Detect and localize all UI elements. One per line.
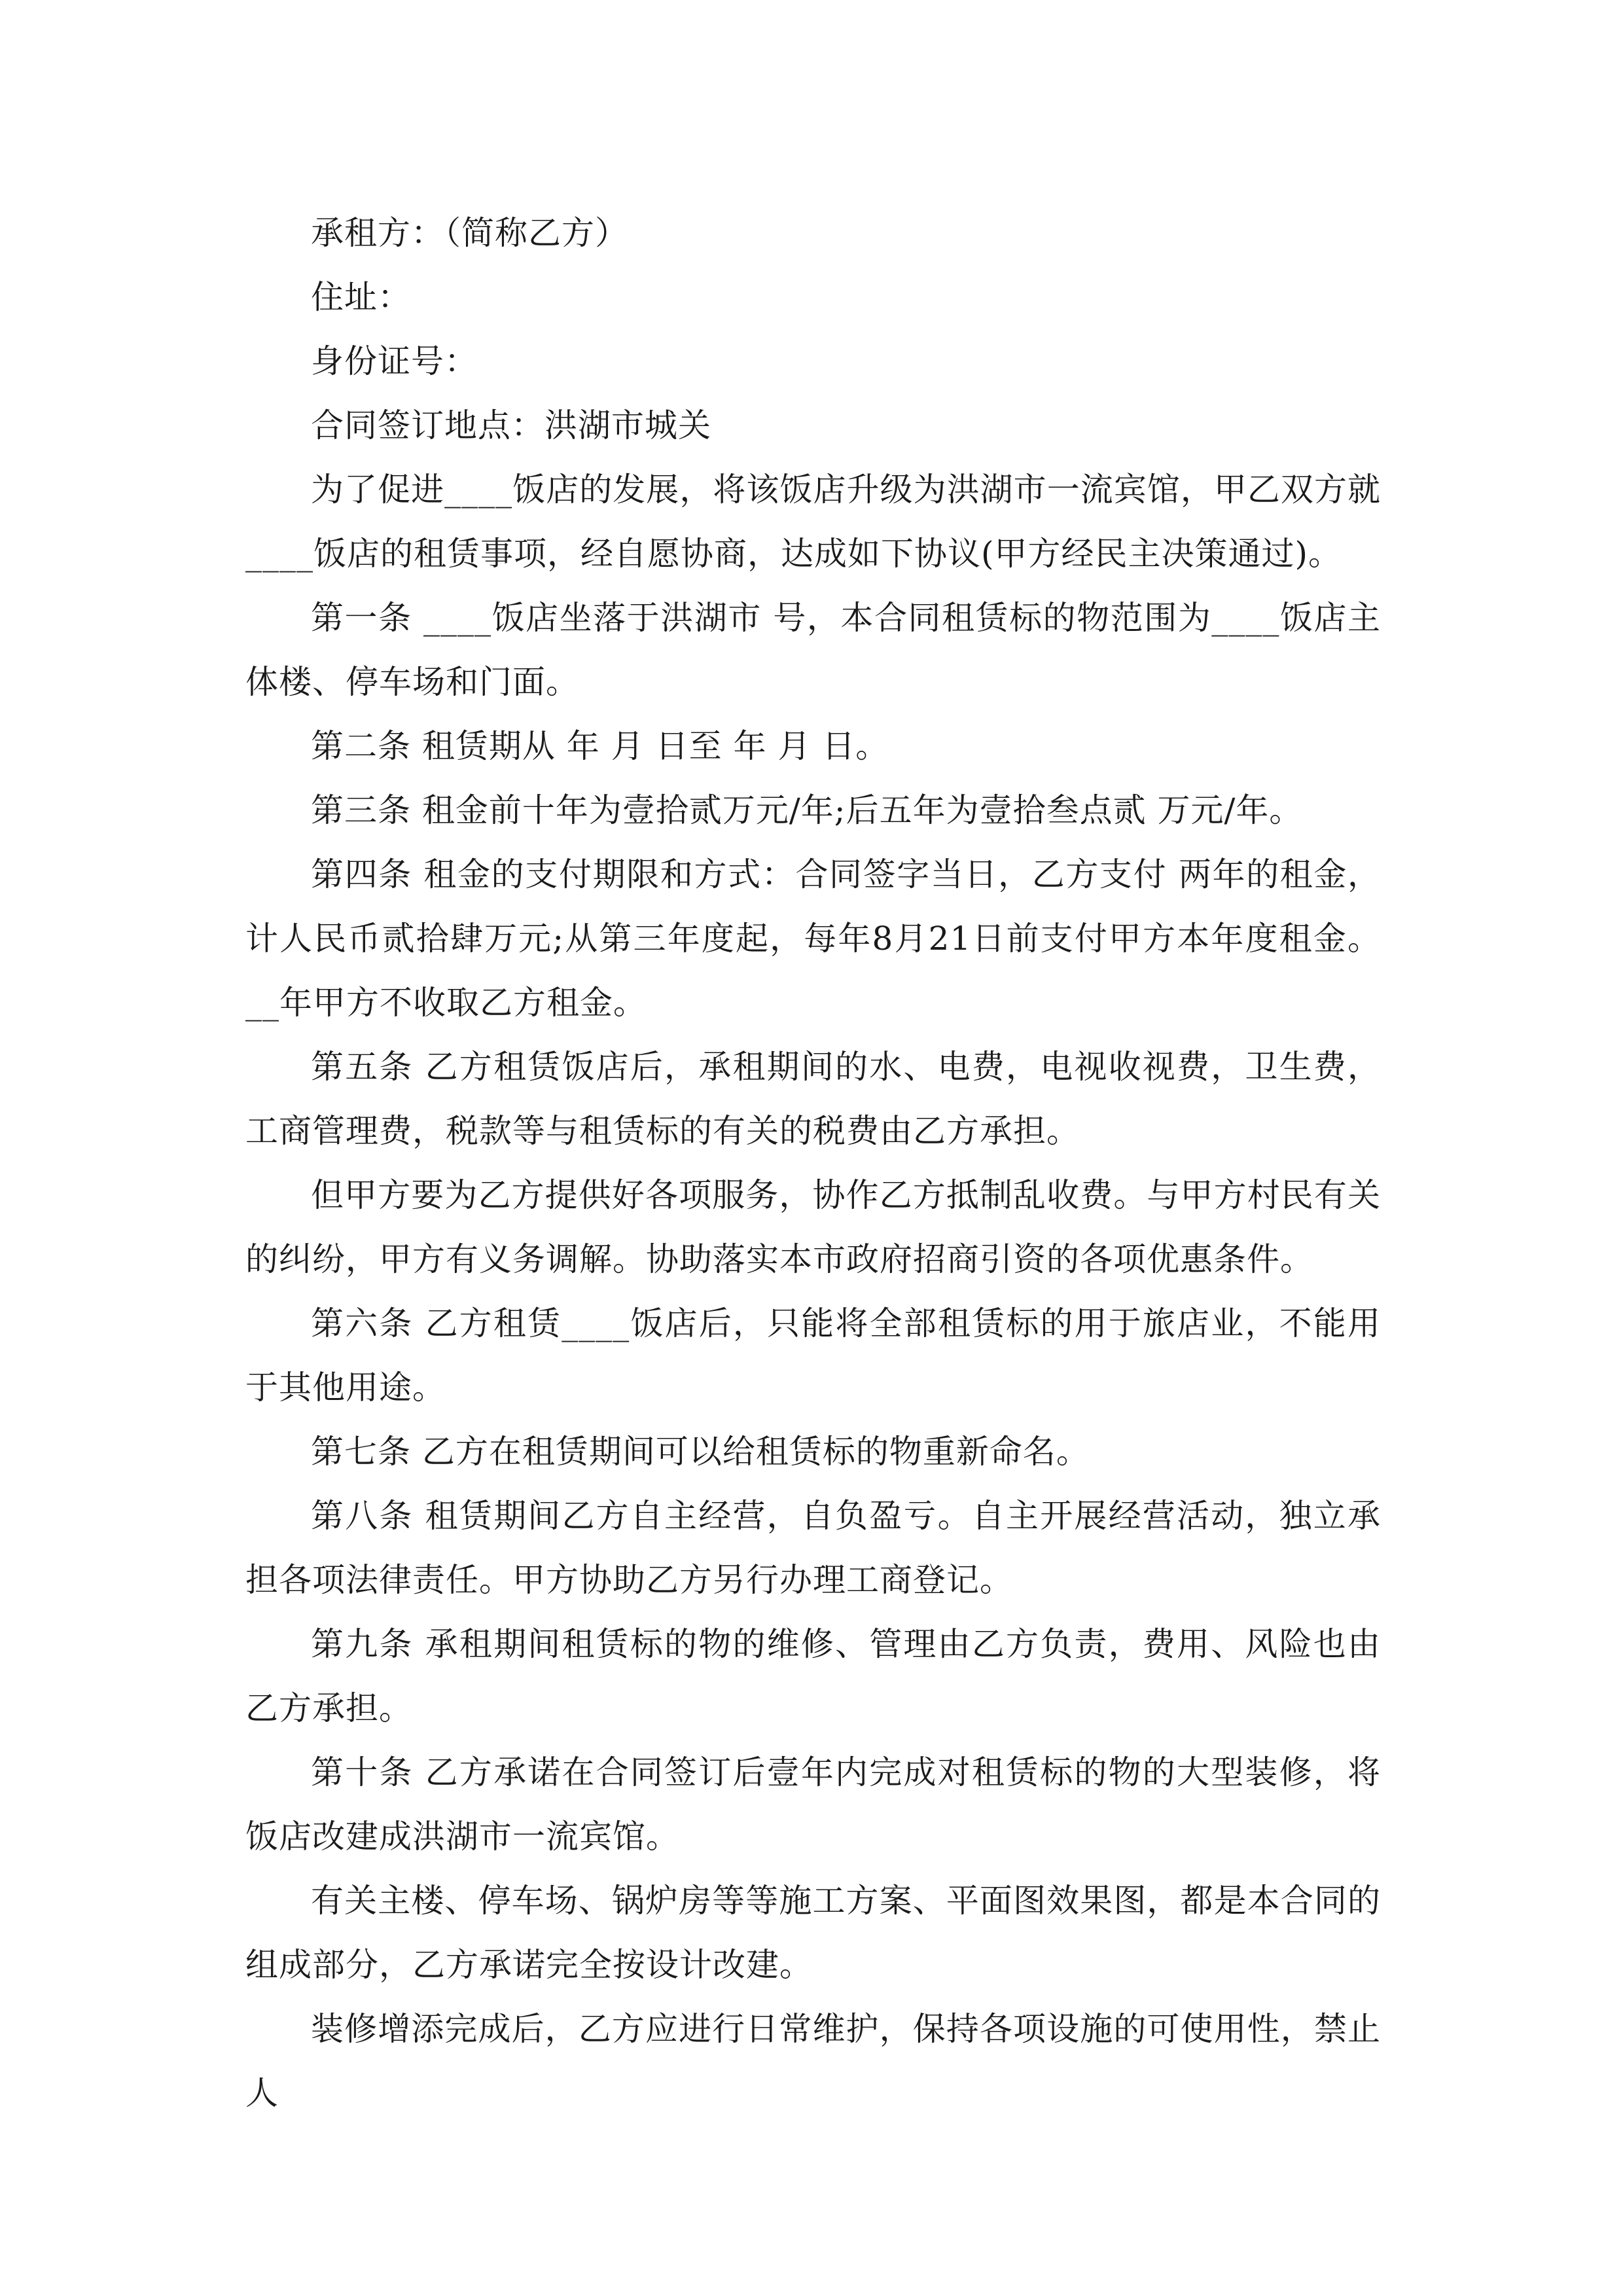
article-9: 第九条 承租期间租赁标的物的维修、管理由乙方负责，费用、风险也由乙方承担。: [245, 1625, 1381, 1727]
article-3: 第三条 租金前十年为壹拾贰万元/年;后五年为壹拾叁点贰 万元/年。: [311, 791, 1303, 829]
article-1: 第一条 ____饭店坐落于洪湖市 号，本合同租赁标的物范围为____饭店主体楼、停车场和门面。: [245, 599, 1381, 701]
article-10-plans: 有关主楼、停车场、锅炉房等等施工方案、平面图效果图，都是本合同的组成部分，乙方承诺完全按设计改建。: [245, 1882, 1381, 1984]
article-10: 第十条 乙方承诺在合同签订后壹年内完成对租赁标的物的大型装修，将饭店改建成洪湖市一流宾馆。: [245, 1753, 1381, 1856]
article-5: 第五条 乙方租赁饭店后，承租期间的水、电费，电视收视费，卫生费，工商管理费，税款等与租赁标的有关的税费由乙方承担。: [245, 1048, 1381, 1150]
lessee-line: 承租方：（简称乙方）: [311, 214, 628, 252]
article-4: 第四条 租金的支付期限和方式：合同签字当日，乙方支付 两年的租金，计人民币贰拾肆万元;从第三年度起，每年8月21日前支付甲方本年度租金。__年甲方不收取乙方租金。: [245, 855, 1381, 1022]
contract-body: [245, 201, 1381, 2125]
article-10-maintenance: 装修增添完成后，乙方应进行日常维护，保持各项设施的可使用性，禁止人: [245, 2010, 1381, 2112]
id-number-line: 身份证号：: [311, 342, 478, 380]
article-8: 第八条 租赁期间乙方自主经营，自负盈亏。自主开展经营活动，独立承担各项法律责任。甲方协助乙方另行办理工商登记。: [245, 1497, 1381, 1599]
article-6: 第六条 乙方租赁____饭店后，只能将全部租赁标的用于旅店业，不能用于其他用途。: [245, 1304, 1381, 1407]
address-line: 住址：: [311, 278, 411, 316]
signing-place-line: 合同签订地点：洪湖市城关: [311, 406, 711, 444]
article-7: 第七条 乙方在租赁期间可以给租赁标的物重新命名。: [311, 1433, 1090, 1471]
article-5-supplement: 但甲方要为乙方提供好各项服务，协作乙方抵制乱收费。与甲方村民有关的纠纷，甲方有义务调解。协助落实本市政府招商引资的各项优惠条件。: [245, 1176, 1381, 1278]
preamble-paragraph: 为了促进____饭店的发展，将该饭店升级为洪湖市一流宾馆，甲乙双方就____饭店的租赁事项，经自愿协商，达成如下协议(甲方经民主决策通过)。: [245, 471, 1381, 573]
article-2: 第二条 租赁期从 年 月 日至 年 月 日。: [311, 727, 889, 765]
